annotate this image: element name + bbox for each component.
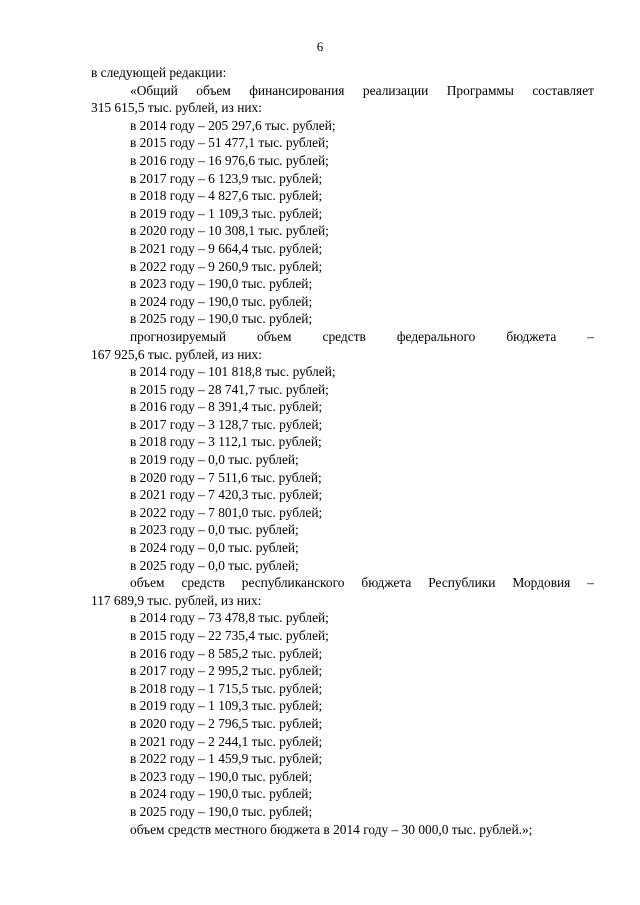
total-year-list bbox=[91, 117, 594, 328]
list-item: в 2023 году – 0,0 тыс. рублей; bbox=[130, 522, 299, 538]
list-item: в 2023 году – 190,0 тыс. рублей; bbox=[130, 768, 313, 784]
federal-budget-heading: прогнозируемый объем средств федерального бюджета – bbox=[130, 328, 594, 344]
federal-budget-amount: 167 925,6 тыс. рублей, из них: bbox=[91, 346, 262, 362]
federal-year-list bbox=[91, 363, 594, 574]
page-number: 6 bbox=[316, 39, 324, 54]
list-item: в 2018 году – 3 112,1 тыс. рублей; bbox=[130, 434, 322, 450]
list-item: в 2025 году – 190,0 тыс. рублей; bbox=[130, 803, 313, 819]
list-item: в 2014 году – 73 478,8 тыс. рублей; bbox=[130, 610, 329, 626]
list-item: в 2019 году – 0,0 тыс. рублей; bbox=[130, 452, 299, 468]
list-item: в 2019 году – 1 109,3 тыс. рублей; bbox=[130, 698, 323, 714]
list-item: в 2014 году – 101 818,8 тыс. рублей; bbox=[130, 364, 336, 380]
list-item: в 2020 году – 7 511,6 тыс. рублей; bbox=[130, 469, 322, 485]
document-body bbox=[91, 64, 594, 838]
list-item: в 2018 году – 4 827,6 тыс. рублей; bbox=[130, 188, 323, 204]
list-item: в 2017 году – 3 128,7 тыс. рублей; bbox=[130, 416, 323, 432]
intro-line: в следующей редакции: bbox=[91, 65, 227, 80]
list-item: в 2015 году – 51 477,1 тыс. рублей; bbox=[130, 135, 329, 151]
list-item: в 2016 году – 8 585,2 тыс. рублей; bbox=[130, 645, 323, 661]
list-item: в 2020 году – 2 796,5 тыс. рублей; bbox=[130, 715, 323, 731]
list-item: в 2015 году – 28 741,7 тыс. рублей; bbox=[130, 381, 329, 397]
list-item: в 2022 году – 9 260,9 тыс. рублей; bbox=[130, 258, 323, 274]
list-item: в 2017 году – 6 123,9 тыс. рублей; bbox=[130, 170, 323, 186]
list-item: в 2025 году – 0,0 тыс. рублей; bbox=[130, 557, 299, 573]
list-item: в 2024 году – 0,0 тыс. рублей; bbox=[130, 540, 299, 556]
list-item: в 2022 году – 1 459,9 тыс. рублей; bbox=[130, 751, 323, 767]
list-item: в 2016 году – 8 391,4 тыс. рублей; bbox=[130, 399, 323, 415]
republican-year-list bbox=[91, 609, 594, 820]
list-item: в 2024 году – 190,0 тыс. рублей; bbox=[130, 293, 313, 309]
republican-budget-amount: 117 689,9 тыс. рублей, из них: bbox=[91, 592, 262, 608]
list-item: в 2014 году – 205 297,6 тыс. рублей; bbox=[130, 117, 336, 133]
list-item: в 2022 году – 7 801,0 тыс. рублей; bbox=[130, 504, 323, 520]
list-item: в 2018 году – 1 715,5 тыс. рублей; bbox=[130, 680, 323, 696]
republican-budget-heading: объем средств республиканского бюджета Республики Мордовия – bbox=[130, 575, 594, 591]
list-item: в 2021 году – 2 244,1 тыс. рублей; bbox=[130, 733, 323, 749]
list-item: в 2017 году – 2 995,2 тыс. рублей; bbox=[130, 663, 323, 679]
list-item: в 2021 году – 7 420,3 тыс. рублей; bbox=[130, 487, 323, 503]
list-item: в 2021 году – 9 664,4 тыс. рублей; bbox=[130, 240, 323, 256]
list-item: в 2023 году – 190,0 тыс. рублей; bbox=[130, 276, 313, 292]
list-item: в 2024 году – 190,0 тыс. рублей; bbox=[130, 786, 313, 802]
list-item: в 2025 году – 190,0 тыс. рублей; bbox=[130, 311, 313, 327]
list-item: в 2019 году – 1 109,3 тыс. рублей; bbox=[130, 205, 323, 221]
list-item: в 2020 году – 10 308,1 тыс. рублей; bbox=[130, 223, 329, 239]
local-budget-line: объем средств местного бюджета в 2014 году – 30 000,0 тыс. рублей.»; bbox=[130, 821, 533, 837]
list-item: в 2016 году – 16 976,6 тыс. рублей; bbox=[130, 152, 329, 168]
total-financing-amount: 315 615,5 тыс. рублей, из них: bbox=[91, 100, 262, 116]
list-item: в 2015 году – 22 735,4 тыс. рублей; bbox=[130, 628, 329, 643]
total-financing-heading: «Общий объем финансирования реализации Программы составляет bbox=[130, 82, 594, 98]
